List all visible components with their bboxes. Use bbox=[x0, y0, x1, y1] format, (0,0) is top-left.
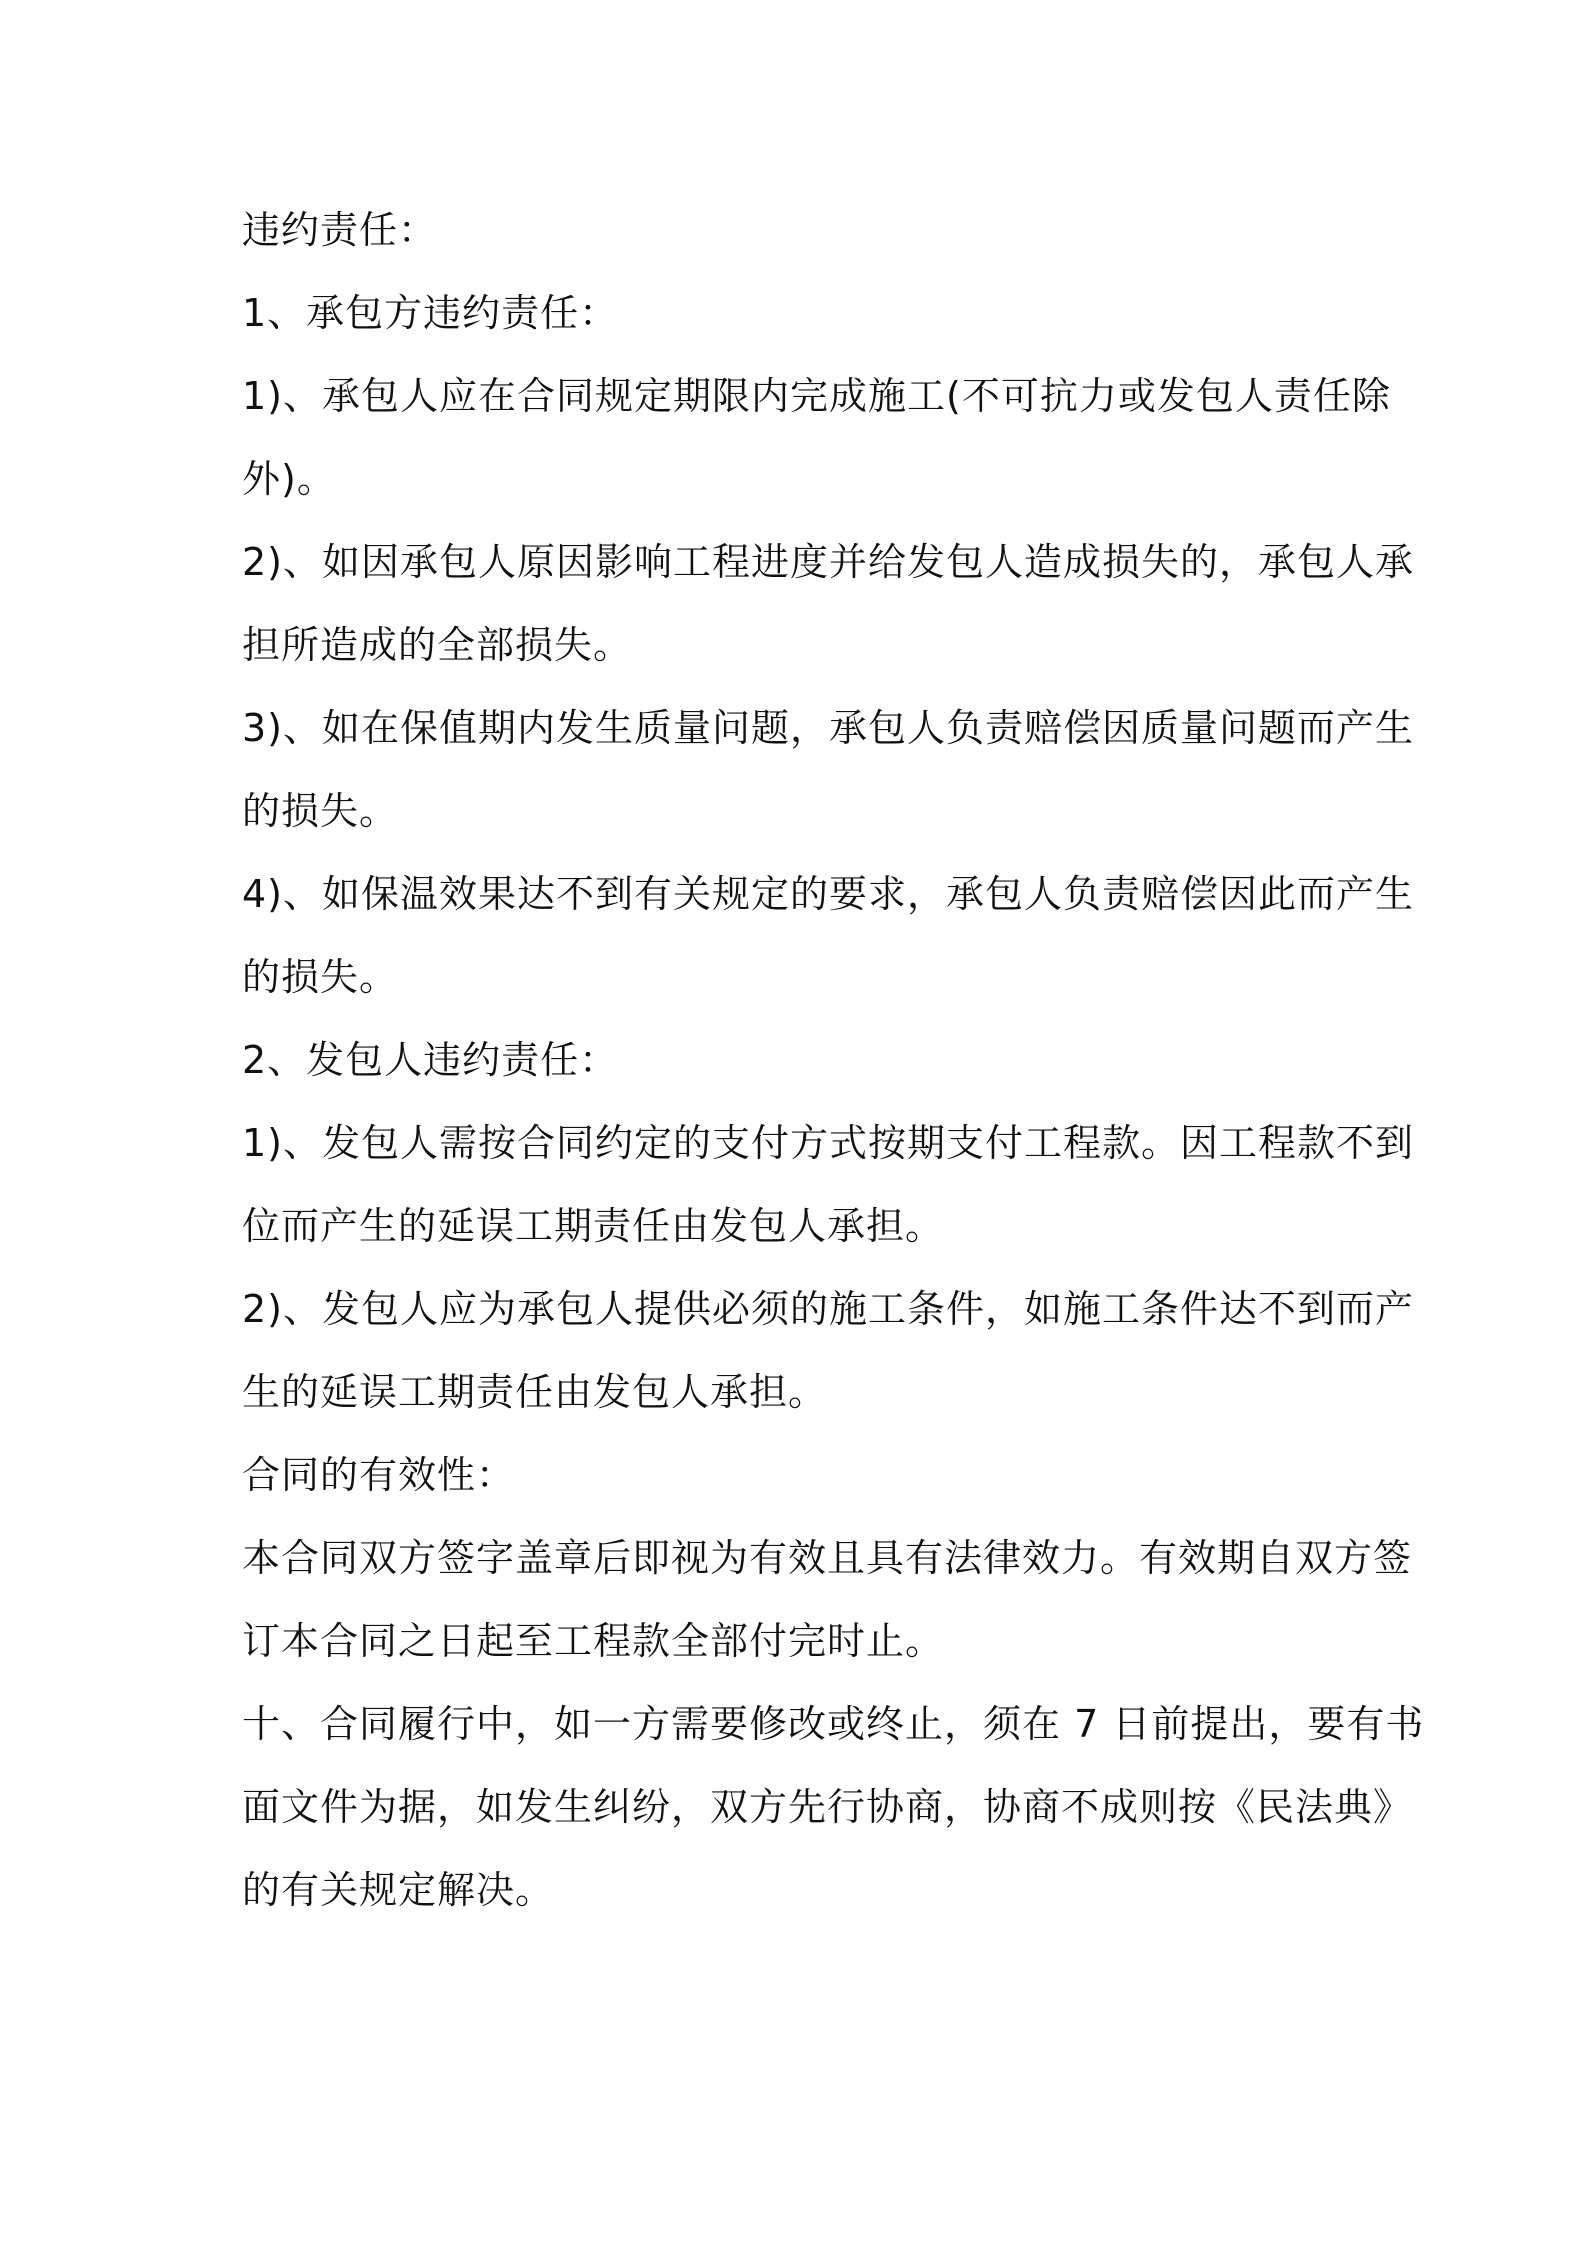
paragraph-line: 2)、发包人应为承包人提供必须的施工条件，如施工条件达不到而产 bbox=[242, 1287, 1415, 1331]
paragraph-line: 的损失。 bbox=[242, 789, 399, 833]
subheading-contractor-liability: 1、承包方违约责任： bbox=[242, 291, 619, 335]
paragraph-line: 1)、承包人应在合同规定期限内完成施工(不可抗力或发包人责任除 bbox=[242, 374, 1391, 418]
paragraph-line: 本合同双方签字盖章后即视为有效且具有法律效力。有效期自双方签 bbox=[242, 1536, 1413, 1580]
paragraph-line: 4)、如保温效果达不到有关规定的要求，承包人负责赔偿因此而产生 bbox=[242, 872, 1415, 916]
paragraph-line: 生的延误工期责任由发包人承担。 bbox=[242, 1370, 828, 1414]
paragraph-line: 外)。 bbox=[242, 457, 336, 501]
section-heading-breach-liability: 违约责任： bbox=[242, 208, 438, 252]
paragraph-line: 2)、如因承包人原因影响工程进度并给发包人造成损失的，承包人承 bbox=[242, 540, 1415, 584]
document-page bbox=[242, 200, 1425, 1943]
subheading-employer-liability: 2、发包人违约责任： bbox=[242, 1038, 619, 1082]
paragraph-line: 位而产生的延误工期责任由发包人承担。 bbox=[242, 1204, 945, 1248]
section-heading-validity: 合同的有效性： bbox=[242, 1453, 516, 1497]
paragraph-line: 订本合同之日起至工程款全部付完时止。 bbox=[242, 1619, 945, 1663]
paragraph-line: 担所造成的全部损失。 bbox=[242, 623, 633, 667]
paragraph-line: 面文件为据，如发生纠纷，双方先行协商，协商不成则按《民法典》 bbox=[242, 1785, 1413, 1829]
paragraph-line: 3)、如在保值期内发生质量问题，承包人负责赔偿因质量问题而产生 bbox=[242, 706, 1415, 750]
paragraph-line: 的有关规定解决。 bbox=[242, 1868, 555, 1912]
paragraph-line: 1)、发包人需按合同约定的支付方式按期支付工程款。因工程款不到 bbox=[242, 1121, 1415, 1165]
paragraph-line: 的损失。 bbox=[242, 955, 399, 999]
paragraph-line: 十、合同履行中，如一方需要修改或终止，须在 7 日前提出，要有书 bbox=[242, 1702, 1425, 1746]
